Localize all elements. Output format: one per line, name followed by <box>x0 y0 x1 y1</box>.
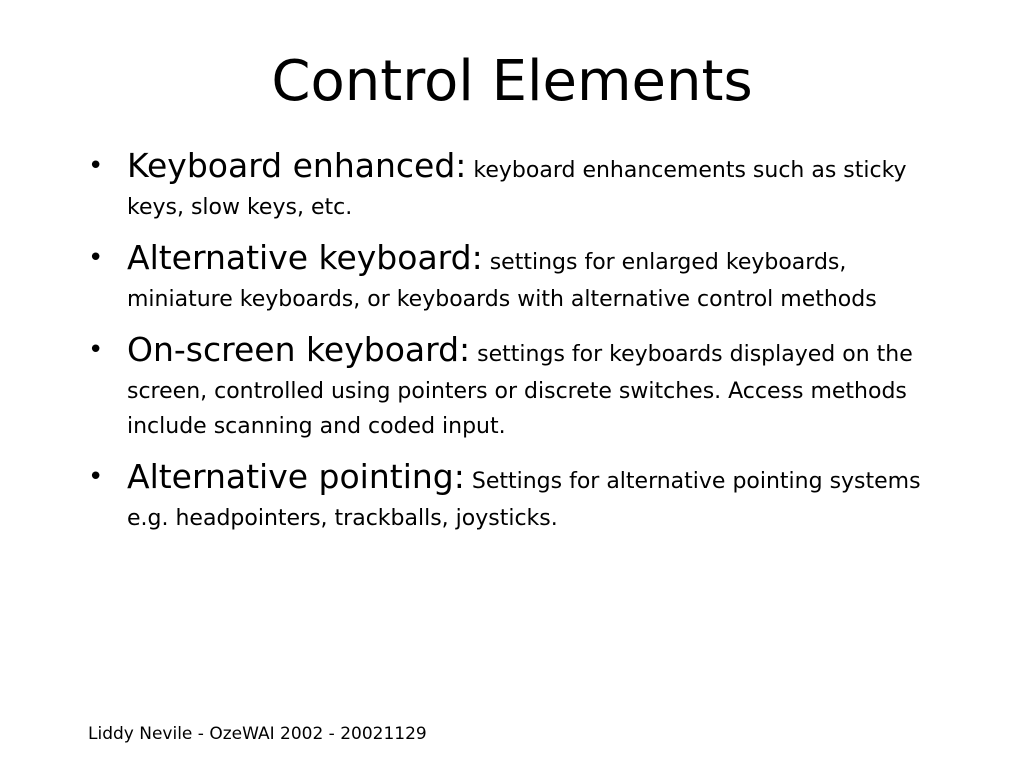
bullet-term: Alternative keyboard: <box>127 238 483 277</box>
bullet-item-alternative-keyboard <box>88 234 958 317</box>
bullet-term: Keyboard enhanced: <box>127 146 467 185</box>
bullet-description: settings for keyboards displayed on the screen, controlled using pointers or discrete switches. Access methods include scanning and coded input. <box>127 342 913 439</box>
slide-footer: Liddy Nevile - OzeWAI 2002 - 20021129 <box>88 724 427 744</box>
bullet-description: settings for enlarged keyboards, miniature keyboards, or keyboards with alternative control methods <box>127 250 877 312</box>
bullet-list <box>88 142 958 545</box>
bullet-dot-icon: • <box>88 151 104 181</box>
bullet-term: On-screen keyboard: <box>127 330 471 369</box>
bullet-item-on-screen-keyboard <box>88 326 958 444</box>
bullet-item-keyboard-enhanced <box>88 142 958 225</box>
bullet-description: keyboard enhancements such as sticky keys, slow keys, etc. <box>127 158 907 220</box>
slide-title: Control Elements <box>271 49 753 114</box>
bullet-dot-icon: • <box>88 335 104 365</box>
bullet-dot-icon: • <box>88 462 104 492</box>
bullet-dot-icon: • <box>88 243 104 273</box>
bullet-term: Alternative pointing: <box>127 457 465 496</box>
bullet-item-alternative-pointing <box>88 453 958 536</box>
bullet-description: Settings for alternative pointing systems e.g. headpointers, trackballs, joysticks. <box>127 469 921 531</box>
